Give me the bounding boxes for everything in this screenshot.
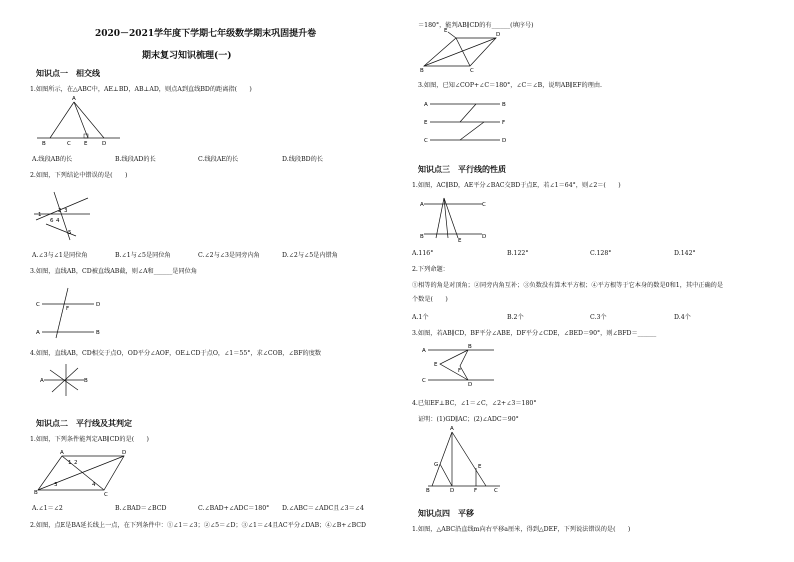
svg-text:F: F <box>502 120 506 126</box>
figure-parallelogram <box>32 448 132 496</box>
figure-bfd <box>420 342 498 388</box>
svg-text:C: C <box>482 202 486 208</box>
svg-text:C: C <box>494 488 498 494</box>
svg-text:A: A <box>422 348 426 354</box>
q2-1-option-a: A.∠1＝∠2 <box>32 505 63 512</box>
svg-text:C: C <box>36 302 40 308</box>
section-heading-1: 知识点一 相交线 <box>36 69 100 78</box>
figure-angles <box>32 186 92 242</box>
figure-z-lines <box>420 96 506 144</box>
q3-2-option-c: C.3个 <box>590 314 607 321</box>
svg-text:C: C <box>104 492 108 498</box>
page-title: 2020－2021学年度下学期七年级数学期末巩固提升卷 <box>95 29 317 39</box>
section-heading-3: 知识点三 平行线的性质 <box>418 165 506 174</box>
q3-1-option-c: C.128° <box>590 250 612 257</box>
svg-text:3: 3 <box>64 208 68 214</box>
q1-1-option-a: A.线段AB的长 <box>32 156 73 163</box>
q1-2-option-b: B.∠1与∠5是同位角 <box>115 252 171 259</box>
svg-text:E: E <box>444 28 448 34</box>
svg-text:E: E <box>478 464 482 470</box>
svg-text:A: A <box>72 96 76 102</box>
svg-text:B: B <box>96 330 100 336</box>
figure-parallel-ac-bd <box>418 194 488 242</box>
q1-2-option-a: A.∠3与∠1是同位角 <box>32 252 88 259</box>
svg-text:B: B <box>420 234 424 240</box>
svg-text:D: D <box>502 138 507 144</box>
svg-text:5: 5 <box>68 230 72 236</box>
svg-text:C: C <box>470 68 474 74</box>
q2-1-option-b: B.∠BAD＝∠BCD <box>115 505 167 512</box>
q1-1-option-b: B.线段AD的长 <box>115 156 156 163</box>
q2-1-option-d: D.∠ABC＝∠ADC且∠3＝∠4 <box>282 505 364 512</box>
q3-1-option-a: A.116° <box>412 250 434 257</box>
svg-text:1: 1 <box>38 212 42 218</box>
q1-2-option-d: D.∠2与∠5是内错角 <box>282 252 338 259</box>
svg-text:A: A <box>450 426 454 432</box>
svg-text:6: 6 <box>50 218 54 224</box>
svg-text:B: B <box>426 488 430 494</box>
svg-text:C: C <box>422 378 426 384</box>
question-2-2-continued: ＝180°，能判AB∥CD的有______(填序号) <box>418 22 534 29</box>
figure-intersecting-lines <box>38 362 88 400</box>
svg-text:A: A <box>424 102 428 108</box>
svg-text:F: F <box>474 488 478 494</box>
svg-text:C: C <box>67 141 71 147</box>
svg-text:D: D <box>450 488 455 494</box>
question-3-3: 3.如图，若AB∥CD，BF平分∠ABE，DF平分∠CDE，∠BED＝90°，则∠BFD＝______ <box>412 330 657 337</box>
question-1-2: 2.如图，下列结论中错误的是( ) <box>30 172 128 179</box>
svg-text:C: C <box>424 138 428 144</box>
svg-text:D: D <box>468 382 473 388</box>
question-4-1: 1.如图，△ABC沿直线m向右平移a厘米，得到△DEF，下列说法错误的是( ) <box>412 526 631 533</box>
svg-text:F: F <box>66 306 70 312</box>
svg-text:B: B <box>34 490 38 496</box>
svg-text:D: D <box>482 234 487 240</box>
question-2-1: 1.如图，下列条件能判定AB∥CD的是( ) <box>30 436 149 443</box>
svg-text:D: D <box>102 141 107 147</box>
svg-text:E: E <box>458 238 462 244</box>
svg-text:E: E <box>434 362 438 368</box>
question-1-4: 4.如图，直线AB，CD相交于点O，OD平分∠AOF，OE⊥CD于点O，∠1＝55°，求∠COB，∠BF的度数 <box>30 350 322 357</box>
svg-text:A: A <box>420 202 424 208</box>
figure-triangle-egfd <box>424 428 504 492</box>
svg-text:F: F <box>458 368 462 374</box>
question-2-2: 2.如图，点E是BA延长线上一点，在下列条件中：①∠1＝∠3；②∠5＝∠D；③∠1＝∠4且AC平分∠DAB；④∠B+∠BCD <box>30 522 367 529</box>
svg-text:B: B <box>468 344 472 350</box>
figure-triangle-abc <box>32 98 122 148</box>
q1-2-option-c: C.∠2与∠3是同旁内角 <box>198 252 260 259</box>
question-3-2-tail: 个数是( ) <box>412 296 448 303</box>
svg-text:E: E <box>84 141 88 147</box>
svg-text:A: A <box>60 450 64 456</box>
figure-trapezoid <box>418 28 501 74</box>
question-3-2-statements: ①相等的角是对顶角；②同旁内角互补；③负数没有算术平方根；④平方根等于它本身的数是0和1，其中正确的是 <box>412 282 724 289</box>
section-heading-2: 知识点二 平行线及其判定 <box>36 419 132 428</box>
svg-text:1: 1 <box>68 460 72 466</box>
svg-text:D: D <box>122 450 127 456</box>
figure-lines-abcd <box>32 282 102 342</box>
q3-2-option-a: A.1个 <box>412 314 429 321</box>
svg-text:4: 4 <box>92 482 96 488</box>
svg-text:A: A <box>36 330 40 336</box>
svg-text:2: 2 <box>74 460 78 466</box>
question-2-3: 3.如图，已知∠COP+∠C＝180°，∠C＝∠B，说明AB∥EF的理由. <box>418 82 602 89</box>
svg-text:B: B <box>42 141 46 147</box>
section-heading-4: 知识点四 平移 <box>418 509 474 518</box>
q3-2-option-d: D.4个 <box>674 314 691 321</box>
question-3-2: 2.下列命题： <box>412 266 449 273</box>
svg-text:E: E <box>424 120 428 126</box>
question-1-1: 1.如图所示，在△ABC中，AE⊥BD，AB⊥AD，则点A到直线BD的距离指( ) <box>30 86 252 93</box>
svg-text:B: B <box>502 102 506 108</box>
q2-1-option-c: C.∠BAD+∠ADC＝180° <box>198 505 270 512</box>
svg-text:G: G <box>434 462 439 468</box>
q1-1-option-c: C.线段AE的长 <box>198 156 239 163</box>
svg-text:A: A <box>40 378 44 384</box>
svg-text:4: 4 <box>56 218 60 224</box>
question-3-4-proof: 证明：(1)GD∥AC；(2)∠ADC＝90° <box>418 416 519 423</box>
svg-text:B: B <box>84 378 88 384</box>
question-1-3: 3.如图，直线AB，CD被直线AB截，则∠A和______是同位角 <box>30 268 198 275</box>
svg-text:3: 3 <box>54 482 58 488</box>
q3-2-option-b: B.2个 <box>507 314 524 321</box>
q1-1-option-d: D.线段BD的长 <box>282 156 323 163</box>
svg-text:B: B <box>420 68 424 74</box>
q3-1-option-b: B.122° <box>507 250 529 257</box>
question-3-1: 1.如图，AC∥BD，AE平分∠BAC交BD于点E，若∠1＝64°，则∠2＝( ) <box>412 182 621 189</box>
page-subtitle: 期末复习知识梳理(一) <box>142 51 232 61</box>
question-3-4: 4.已知EF⊥BC，∠1＝∠C，∠2+∠3＝180° <box>412 400 537 407</box>
svg-text:2: 2 <box>58 208 62 214</box>
q3-1-option-d: D.142° <box>674 250 696 257</box>
svg-text:D: D <box>96 302 101 308</box>
svg-text:D: D <box>496 32 501 38</box>
